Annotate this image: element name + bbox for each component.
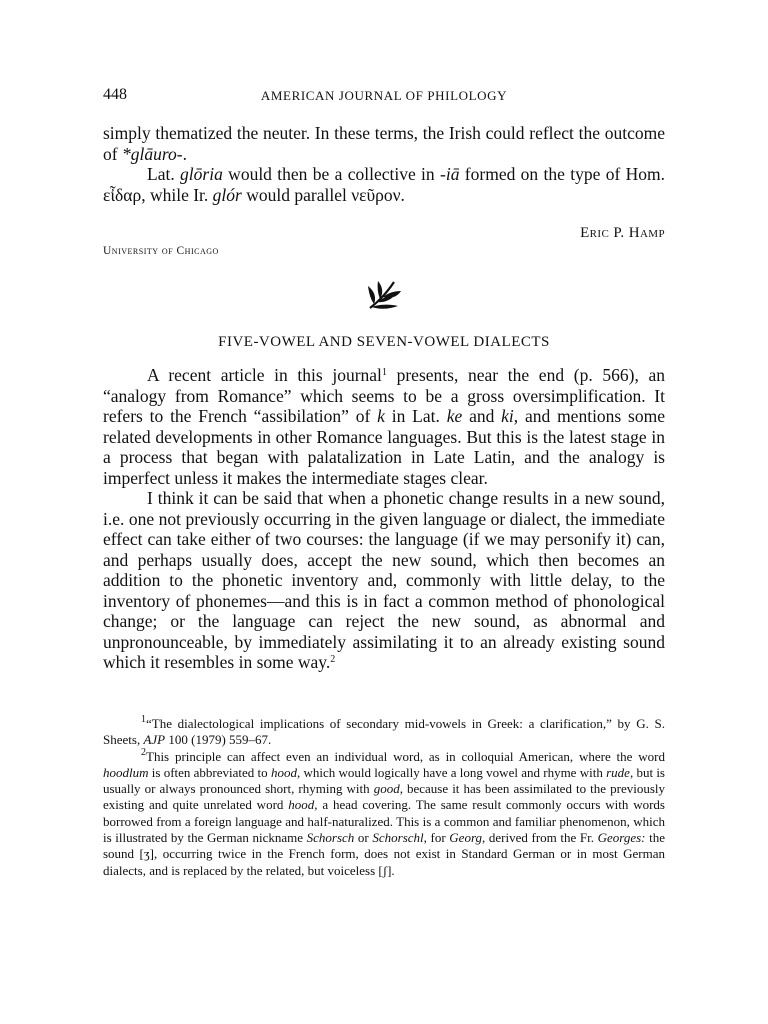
paragraph: simply thematized the neuter. In these terms, the Irish could reflect the outcome of *glāuro-.: [103, 123, 665, 164]
paragraph: I think it can be said that when a phonetic change results in a new sound, i.e. one not previously occurring in the given language or dialect, the immediate effect can take either of two courses: the language (if we may personify it) can, and perhaps usually does, accept the new sound, which then becomes an addition to the phonetic inventory and, commonly with little delay, to the inventory of phonemes—and this is in fact a common method of phonological change; or the language can reject the new sound, as abnormal and unpronounceable, by immediately assimilating it to an already existing sound which it resembles in some way.$^2$: [103, 488, 665, 672]
author-affiliation: University of Chicago: [103, 245, 219, 257]
journal-title: AMERICAN JOURNAL OF PHILOLOGY: [260, 88, 508, 103]
footnote-2: $^2$This principle can affect even an individual word, as in colloquial American, where the word hoodlum is often abbreviated to hood, which would logically have a long vowel and rhyme with rude, but is usually or always pronounced short, rhyming with good, because it has been assimilated to the previously existing and quite unrelated word hood, a head covering. The same result commonly occurs with words borrowed from a foreign language and half-naturalized. This is a common and familiar phenomenon, which is illustrated by the German nickname Schorsch or Schorschl, for Georg, derived from the Fr. Georges: the sound [ʒ], occurring twice in the French form, does not exist in Standard German or in most German dialects, and is replaced by the related, but voiceless [ʃ].: [103, 746, 665, 878]
paragraph: Lat. glōria would then be a collective in -iā formed on the type of Hom. εἶδαρ, while Ir. glór would parallel νεῦρον.: [103, 164, 666, 205]
footnotes: [103, 716, 665, 879]
footnote-1: $^1$“The dialectological implications of secondary mid-vowels in Greek: a clarification,” by G. S. Sheets, AJP 100 (1979) 559–67.: [103, 714, 665, 748]
paragraph: A recent article in this journal$^1$ presents, near the end (p. 566), an “analogy from Romance” which seems to be a gross oversimplification. It refers to the French “assibilation” of k in Lat. ke and ki, and mentions some related developments in other Romance languages. But this is the latest stage in a process that began with palatalization in Late Latin, and the analogy is imperfect unless it makes the intermediate stages clear.: [103, 365, 665, 488]
author-name: Eric P. Hamp: [580, 225, 665, 241]
running-head: [103, 86, 665, 108]
page-number: 448: [103, 86, 127, 103]
article-body: [103, 365, 665, 673]
article-title: FIVE-VOWEL AND SEVEN-VOWEL DIALECTS: [218, 334, 550, 350]
footnote-ref: 2: [330, 654, 336, 665]
laurel-sprig-ornament-icon: [364, 278, 404, 312]
footnote-ref: 1: [381, 367, 387, 378]
preceding-article-ending: [103, 123, 665, 205]
